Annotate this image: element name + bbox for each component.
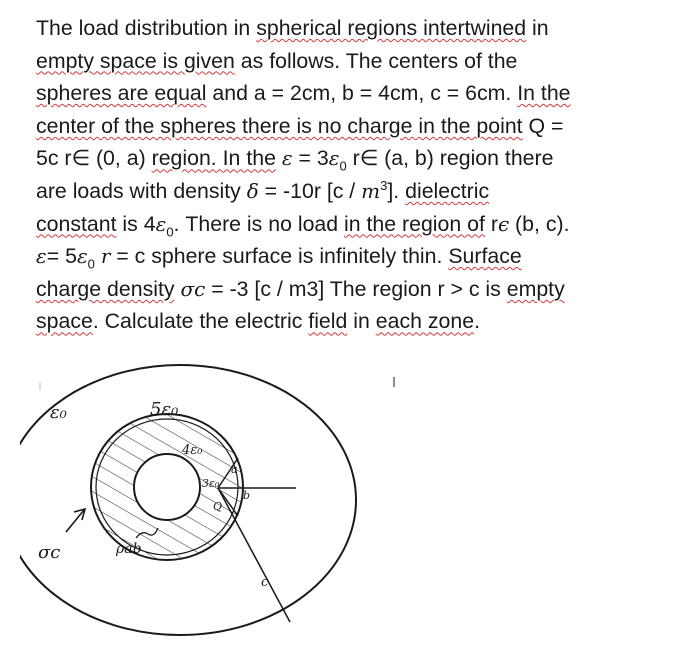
text-fragment: are loads with density xyxy=(36,178,247,203)
text-fragment: ]. xyxy=(387,178,406,203)
text-fragment: (b, c). xyxy=(509,211,570,236)
subscript: 0 xyxy=(87,256,95,272)
sigma-symbol: σc xyxy=(180,276,206,301)
text-fragment: in xyxy=(347,309,376,334)
radius-b-label: b xyxy=(243,489,251,502)
text-fragment: m xyxy=(361,178,381,203)
problem-line-7 xyxy=(36,208,656,241)
text-fragment: in xyxy=(526,16,549,40)
text-fragment: region. In the xyxy=(151,146,276,171)
text-fragment: . xyxy=(474,309,480,334)
text-fragment: dielectric xyxy=(405,178,490,203)
text-fragment: Q = xyxy=(522,113,564,138)
text-fragment: and a = 2cm, b = 4cm, c = 6cm. xyxy=(206,81,518,106)
text-fragment: r xyxy=(100,244,111,269)
text-fragment: . Calculate the electric xyxy=(92,309,309,334)
text-fragment: Surface xyxy=(448,244,522,269)
text-fragment: each zone xyxy=(375,309,475,334)
epsilon-symbol: ε xyxy=(76,244,88,269)
radius-c-line xyxy=(218,488,290,622)
epsilon-symbol: ε xyxy=(155,211,167,236)
text-fragment: empty space is given xyxy=(36,48,235,73)
problem-line-2 xyxy=(36,45,656,78)
subscript: 0 xyxy=(166,223,174,239)
subscript: 0 xyxy=(339,158,347,174)
text-fragment: = c sphere surface is infinitely thin. xyxy=(110,244,449,269)
text-fragment: 5c r∈ (0, a) xyxy=(36,146,152,171)
text-fragment: = 5 xyxy=(46,244,77,269)
core-epsilon-label: 3ε₀ xyxy=(202,477,220,490)
epsilon-symbol: ε xyxy=(281,146,293,171)
problem-line-8 xyxy=(36,240,656,273)
text-fragment: as follows. The centers of the xyxy=(234,48,518,73)
text-fragment: space xyxy=(36,309,93,334)
epsilon-symbol: ε xyxy=(328,146,340,171)
text-fragment: in the region of xyxy=(344,211,485,236)
radius-c-label: c xyxy=(261,575,269,590)
text-fragment: is 4 xyxy=(116,211,156,236)
outer-epsilon-label: ε₀ xyxy=(50,402,67,423)
text-fragment: . There is no load xyxy=(173,211,345,236)
sigma-c-label: σc xyxy=(38,542,61,563)
text-fragment: r xyxy=(484,211,498,236)
text-fragment: empty xyxy=(506,276,565,301)
problem-line-10 xyxy=(36,305,656,338)
text-fragment: field xyxy=(308,309,348,334)
concentric-spheres-figure xyxy=(20,360,420,650)
problem-statement xyxy=(36,12,656,338)
radius-a-label: a xyxy=(231,463,238,476)
text-fragment: center of the spheres there is no charge in the point xyxy=(36,113,523,138)
problem-line-4 xyxy=(36,110,656,143)
rho-ab-label: ρab xyxy=(116,541,142,557)
text-fragment: In the xyxy=(517,81,571,106)
text-fragment: = 3 xyxy=(292,146,329,171)
epsilon-symbol: ϵ xyxy=(497,211,510,236)
shell-epsilon-label: 5ε₀ xyxy=(150,399,179,420)
text-fragment: = -3 [c / m3] The region r > c is xyxy=(205,276,507,301)
text-fragment: The load distribution in xyxy=(36,16,257,40)
text-fragment: constant xyxy=(36,211,117,236)
problem-line-9 xyxy=(36,273,656,306)
dielectric-epsilon-label: 4ε₀ xyxy=(182,443,203,458)
delta-symbol: δ xyxy=(246,178,259,203)
problem-line-5 xyxy=(36,142,656,175)
text-fragment: charge density xyxy=(36,276,175,301)
text-fragment: spherical regions intertwined xyxy=(256,16,527,40)
problem-line-3 xyxy=(36,77,656,110)
text-fragment: r∈ (a, b) region there xyxy=(346,146,554,171)
epsilon-symbol: ε xyxy=(36,244,47,269)
text-fragment: = -10r [c / xyxy=(258,178,362,203)
sigma-arrow-shaft xyxy=(66,510,84,532)
superscript: 3 xyxy=(380,177,388,193)
inner-sphere-a xyxy=(134,454,200,520)
text-fragment: spheres are equal xyxy=(36,81,207,106)
problem-line-1 xyxy=(36,12,656,45)
problem-line-6 xyxy=(36,175,656,208)
charge-q-label: Q xyxy=(213,500,223,513)
